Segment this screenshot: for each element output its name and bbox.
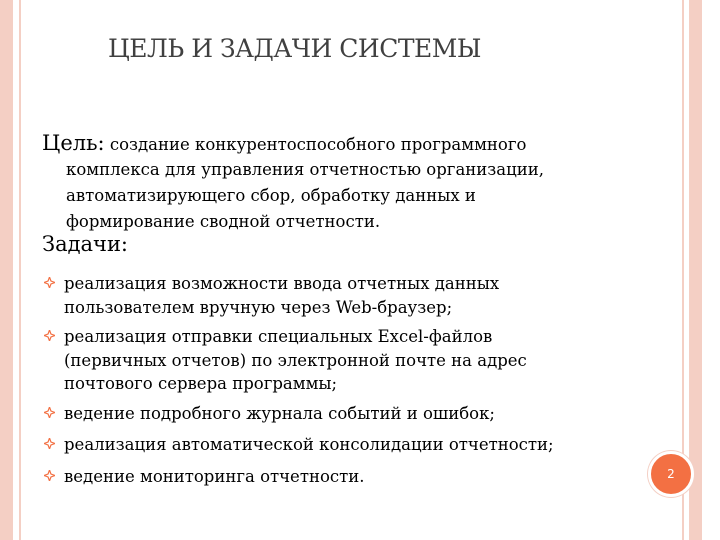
slide-title: ЦЕЛЬ И ЗАДАЧИ СИСТЕМЫ <box>108 34 481 63</box>
page-number-badge <box>648 451 694 497</box>
goal-label: Цель: <box>42 131 105 155</box>
tasks-label: Задачи: <box>42 232 129 256</box>
goal-text-line-2: комплекса для управления отчетностью организации, <box>66 160 544 179</box>
goal-text-line-3: автоматизирующего сбор, обработку данных и <box>66 186 476 205</box>
task-list <box>44 272 604 494</box>
diamond-star-bullet-icon <box>44 330 55 341</box>
left-decorative-line <box>19 0 21 540</box>
right-decorative-bar <box>689 0 702 540</box>
diamond-star-bullet-icon <box>44 277 55 288</box>
task-item <box>44 465 604 489</box>
goal-text-line-1: создание конкурентоспособного программного <box>104 135 527 154</box>
task-line: реализация автоматической консолидации отчетности; <box>64 435 554 454</box>
goal-body <box>42 157 602 235</box>
goal-text-line-4: формирование сводной отчетности. <box>66 212 381 231</box>
task-item <box>44 272 604 319</box>
task-line: пользователем вручную через Web-браузер; <box>64 297 453 317</box>
task-line: (первичных отчетов) по электронной почте на адрес <box>64 350 527 370</box>
page-number: 2 <box>667 467 675 481</box>
task-line: ведение подробного журнала событий и ошибок; <box>64 403 495 423</box>
task-line: ведение мониторинга отчетности. <box>64 466 365 486</box>
diamond-star-bullet-icon <box>44 438 55 449</box>
task-item <box>44 402 604 426</box>
left-decorative-bar <box>0 0 13 540</box>
task-item <box>44 325 604 396</box>
task-line: почтового сервера программы; <box>64 374 338 393</box>
diamond-star-bullet-icon <box>44 407 55 418</box>
goal-first-line <box>42 130 602 158</box>
diamond-star-bullet-icon <box>44 470 55 481</box>
task-line: реализация отправки специальных Excel-файлов <box>64 327 493 346</box>
goal-section <box>42 130 602 235</box>
task-item <box>44 433 604 457</box>
task-line: реализация возможности ввода отчетных данных <box>64 274 500 293</box>
